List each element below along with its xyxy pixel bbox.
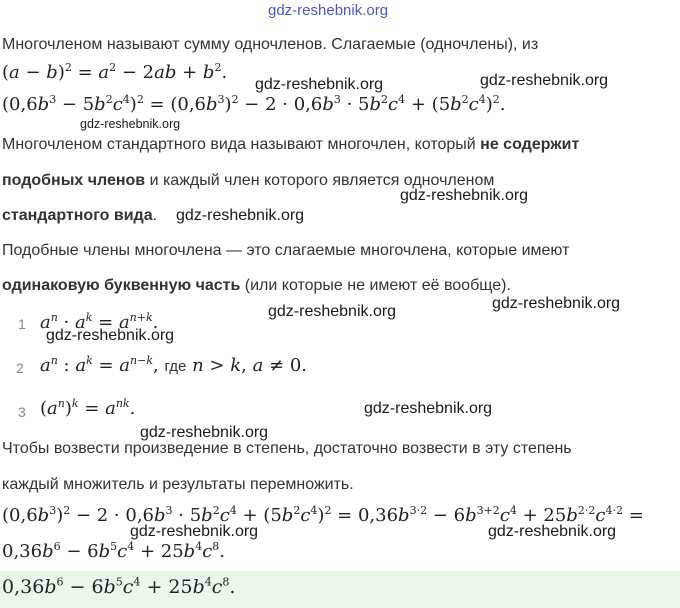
formula-power-product: $a^n \cdot a^k = a^{n+k}$. [40,311,159,333]
bold-similar-terms: подобных членов [2,172,146,189]
similar-terms-text: (или которые не имеют её вообще). [240,277,511,294]
formula-power-of-power: $(a^n)^k = a^{nk}$. [40,397,136,419]
standard-form-text: Многочленом стандартного вида называют многочлен, который [2,136,481,153]
paragraph-similar-terms: Подобные члены многочлена — это слагаемые многочлена, которые имеют [2,242,570,259]
watermark: gdz-reshebnik.org [400,187,529,204]
period: . [152,207,158,224]
rule-number: 1 [18,316,26,332]
bold-same-letter-part: одинаковую буквенную часть [2,277,241,294]
paragraph-polynomial-definition: Многочленом называют сумму одночленов. Слагаемые (одночлены), из [2,36,539,53]
rule-where: где [164,358,187,375]
standard-form-text-2: и каждый член которого является одночленом [145,172,495,189]
paragraph-power-of-product: Чтобы возвести произведение в степень, достаточно возвести в эту степень [2,440,572,457]
bold-standard-form: стандартного вида [2,207,153,224]
watermark: gdz-reshebnik.org [480,72,609,89]
formula-power-quotient: $a^n$ : $a^k = a^{n-k}$, где n > k, a ≠ 0. [40,354,308,376]
formula-expansion: $(0,6b^3 - 5b^2c^4)^2 = (0,6b^3)^2 - 2 \cdot 0,6b^3 \cdot 5b^2c^4 + (5b^2c^4)^2$. [2,93,506,115]
paragraph-standard-form-line3 [2,207,157,225]
watermark: gdz-reshebnik.org [268,303,397,320]
rule-number: 2 [16,360,24,376]
watermark: gdz-reshebnik.org [46,327,175,344]
paragraph-standard-form [2,136,579,154]
watermark: gdz-reshebnik.org [80,117,181,131]
watermark: gdz-reshebnik.org [488,523,617,540]
watermark: gdz-reshebnik.org [364,400,493,417]
paragraph-similar-terms-line2 [2,277,511,295]
watermark-top: gdz-reshebnik.org [268,2,389,19]
formula-square-of-difference: $(a - b)^2 = a^2 - 2ab + b^2$. [2,61,228,83]
watermark: gdz-reshebnik.org [255,76,384,93]
watermark: gdz-reshebnik.org [176,207,305,224]
bold-no-contain: не содержит [480,136,580,153]
watermark: gdz-reshebnik.org [140,424,269,441]
watermark: gdz-reshebnik.org [492,295,621,312]
paragraph-power-of-product-line2: каждый множитель и результаты перемножить. [2,476,354,493]
answer-box [0,571,680,608]
rule-number: 3 [18,404,26,420]
formula-solution-step: $(0,6b^3)^2 - 2 \cdot 0,6b^3 \cdot 5b^2c^4 + (5b^2c^4)^2 = 0,36b^{3\cdot 2} - 6b^{3+2}c^4 + 25b^{2\cdot 2}c^{4\cdot 2}$ = [2,504,644,526]
formula-solution-result: $0,36b^6 - 6b^5c^4 + 25b^4c^8$. [2,540,226,562]
answer-formula: $0,36b^6 - 6b^5c^4 + 25b^4c^8$. [2,575,236,598]
watermark: gdz-reshebnik.org [130,523,259,540]
